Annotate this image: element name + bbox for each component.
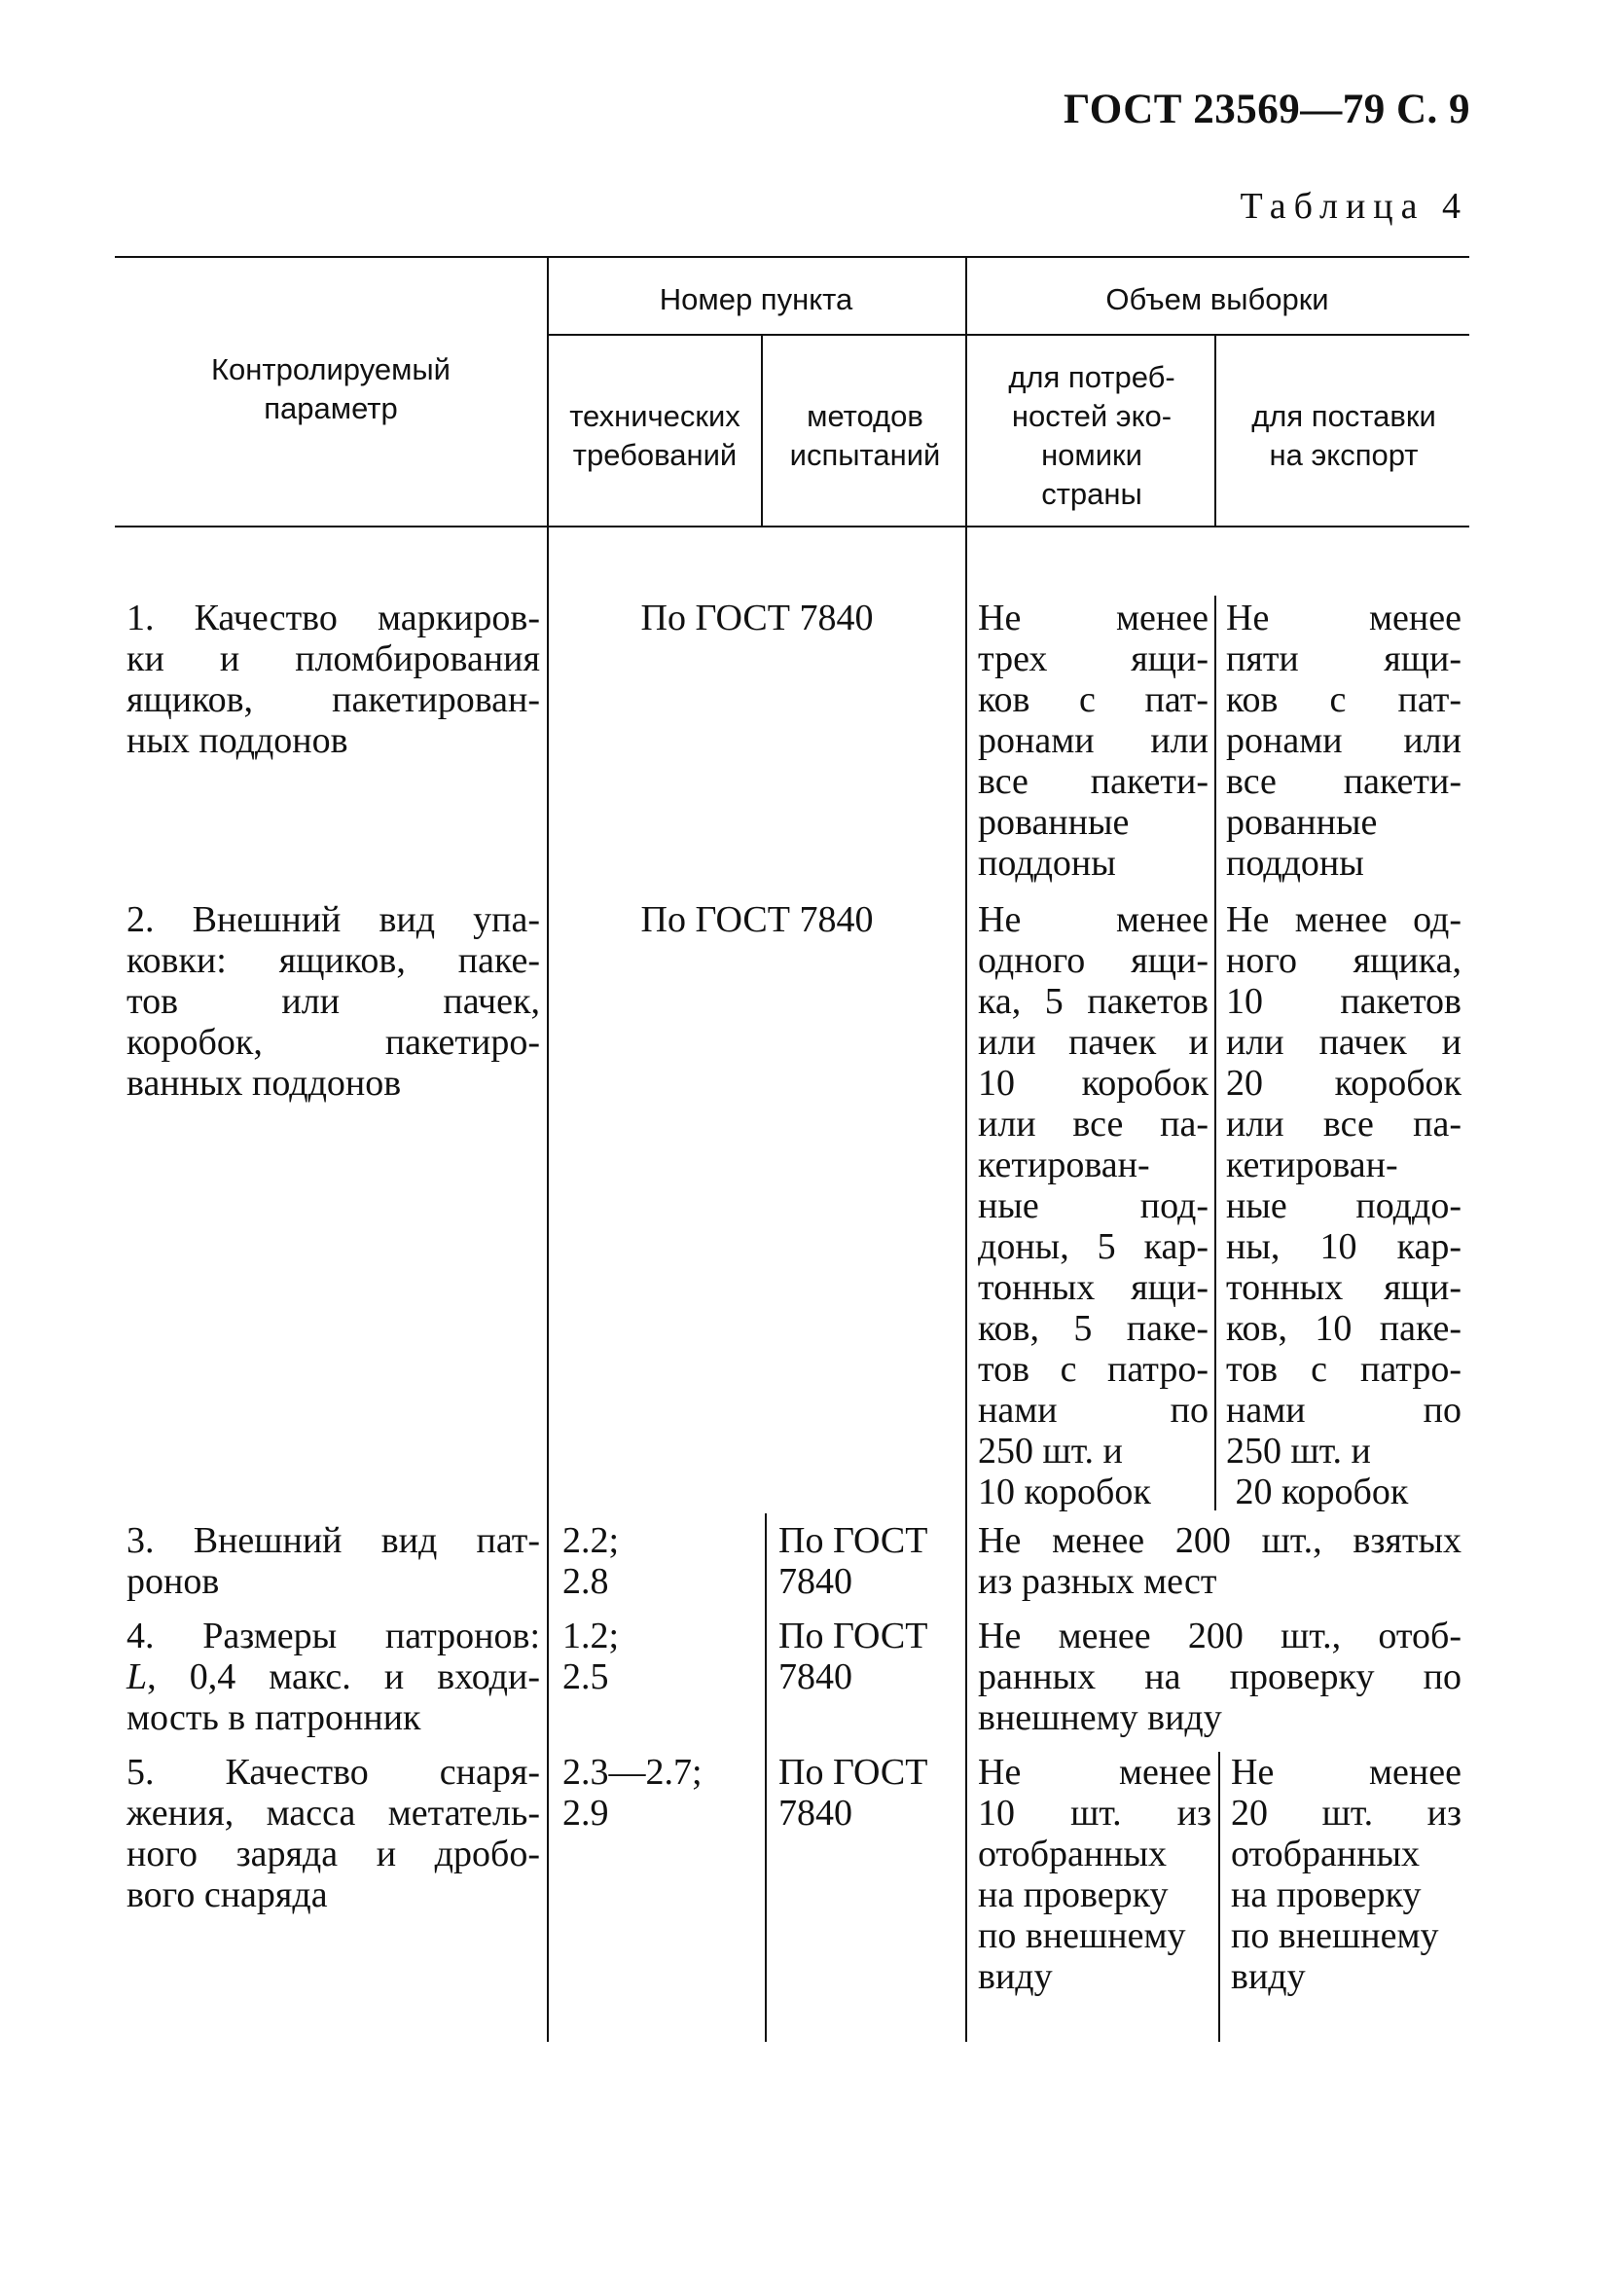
row4-test-methods: По ГОСТ 7840 — [778, 1616, 928, 1697]
row1-export: Не менее пяти ящи- ков с пат- ронами или все пакети- рованные поддоны — [1226, 598, 1462, 884]
header-item-number: Номер пункта — [659, 282, 853, 316]
divider-domestic-export-header — [1214, 334, 1216, 526]
page-header: ГОСТ 23569—79 С. 9 — [1063, 87, 1470, 132]
row3-parameter: 3. Внешний вид пат- ронов — [126, 1520, 540, 1602]
header-tech-requirements: технических требований — [569, 399, 740, 472]
divider-param — [547, 256, 549, 2042]
row4-sample-size: Не менее 200 шт., отоб- ранных на проверку по внешнему виду — [978, 1616, 1462, 1738]
row1-domestic: Не менее трех ящи- ков с пат- ронами или все пакети- рованные поддоны — [978, 598, 1209, 884]
row3-test-methods: По ГОСТ 7840 — [778, 1520, 928, 1602]
row1-parameter: 1. Качество маркиров- ки и пломбирования ящиков, пакетирован- ных поддонов — [126, 598, 540, 761]
divider-tech-methods-body — [765, 1513, 767, 2042]
row2-export: Не менее од- ного ящика, 10 пакетов или пачек и 20 коробок или все па- кетирован- ные поддо- ны, 10 кар- тонных ящи- ков, 10 паке- тов с патро- нами по 250 шт. и 20 коробок — [1226, 899, 1462, 1512]
divider-domestic-export-upper — [1214, 596, 1216, 1510]
row3-tech-requirements: 2.2; 2.8 — [562, 1520, 620, 1602]
row5-export: Не менее 20 шт. из отобранных на проверку по внешнему виду — [1231, 1752, 1462, 1997]
row2-item-number: По ГОСТ 7840 — [640, 899, 874, 940]
header-domestic: для потреб- ностей эко- номики страны — [1008, 360, 1175, 511]
table-caption: Таблица 4 — [1240, 186, 1468, 227]
row5-test-methods: По ГОСТ 7840 — [778, 1752, 928, 1834]
row2-parameter: 2. Внешний вид упа- ковки: ящиков, паке- тов или пачек, коробок, пакетиро- ванных поддонов — [126, 899, 540, 1104]
header-export: для поставки на экспорт — [1251, 399, 1436, 472]
header-test-methods: методов испытаний — [789, 399, 941, 472]
row4-parameter: 4. Размеры патронов: L, 0,4 макс. и входи- мость в патронник — [126, 1616, 540, 1738]
row2-domestic: Не менее одного ящи- ка, 5 пакетов или пачек и 10 коробок или все па- кетирован- ные под- доны, 5 кар- тонных ящи- ков, 5 паке- тов с патро- нами по 250 шт. и 10 коробок — [978, 899, 1209, 1512]
row5-domestic: Не менее 10 шт. из отобранных на проверку по внешнему виду — [978, 1752, 1211, 1997]
table-top-rule — [115, 256, 1469, 258]
row1-item-number: По ГОСТ 7840 — [640, 598, 874, 638]
row5-parameter: 5. Качество снаря- жения, масса метатель- ного заряда и дробо- вого снаряда — [126, 1752, 540, 1915]
header-controlled-parameter: Контролируемый параметр — [210, 352, 451, 425]
row3-sample-size: Не менее 200 шт., взятых из разных мест — [978, 1520, 1462, 1602]
divider-numbers-sample — [965, 256, 967, 2042]
row4-tech-requirements: 1.2; 2.5 — [562, 1616, 620, 1697]
divider-domestic-export-lower — [1218, 1752, 1220, 2042]
header-sample-size: Объем выборки — [1105, 282, 1329, 316]
header-group-rule — [547, 334, 1469, 336]
header-bottom-rule — [115, 526, 1469, 527]
row5-tech-requirements: 2.3—2.7; 2.9 — [562, 1752, 703, 1834]
divider-tech-methods-header — [761, 334, 763, 526]
